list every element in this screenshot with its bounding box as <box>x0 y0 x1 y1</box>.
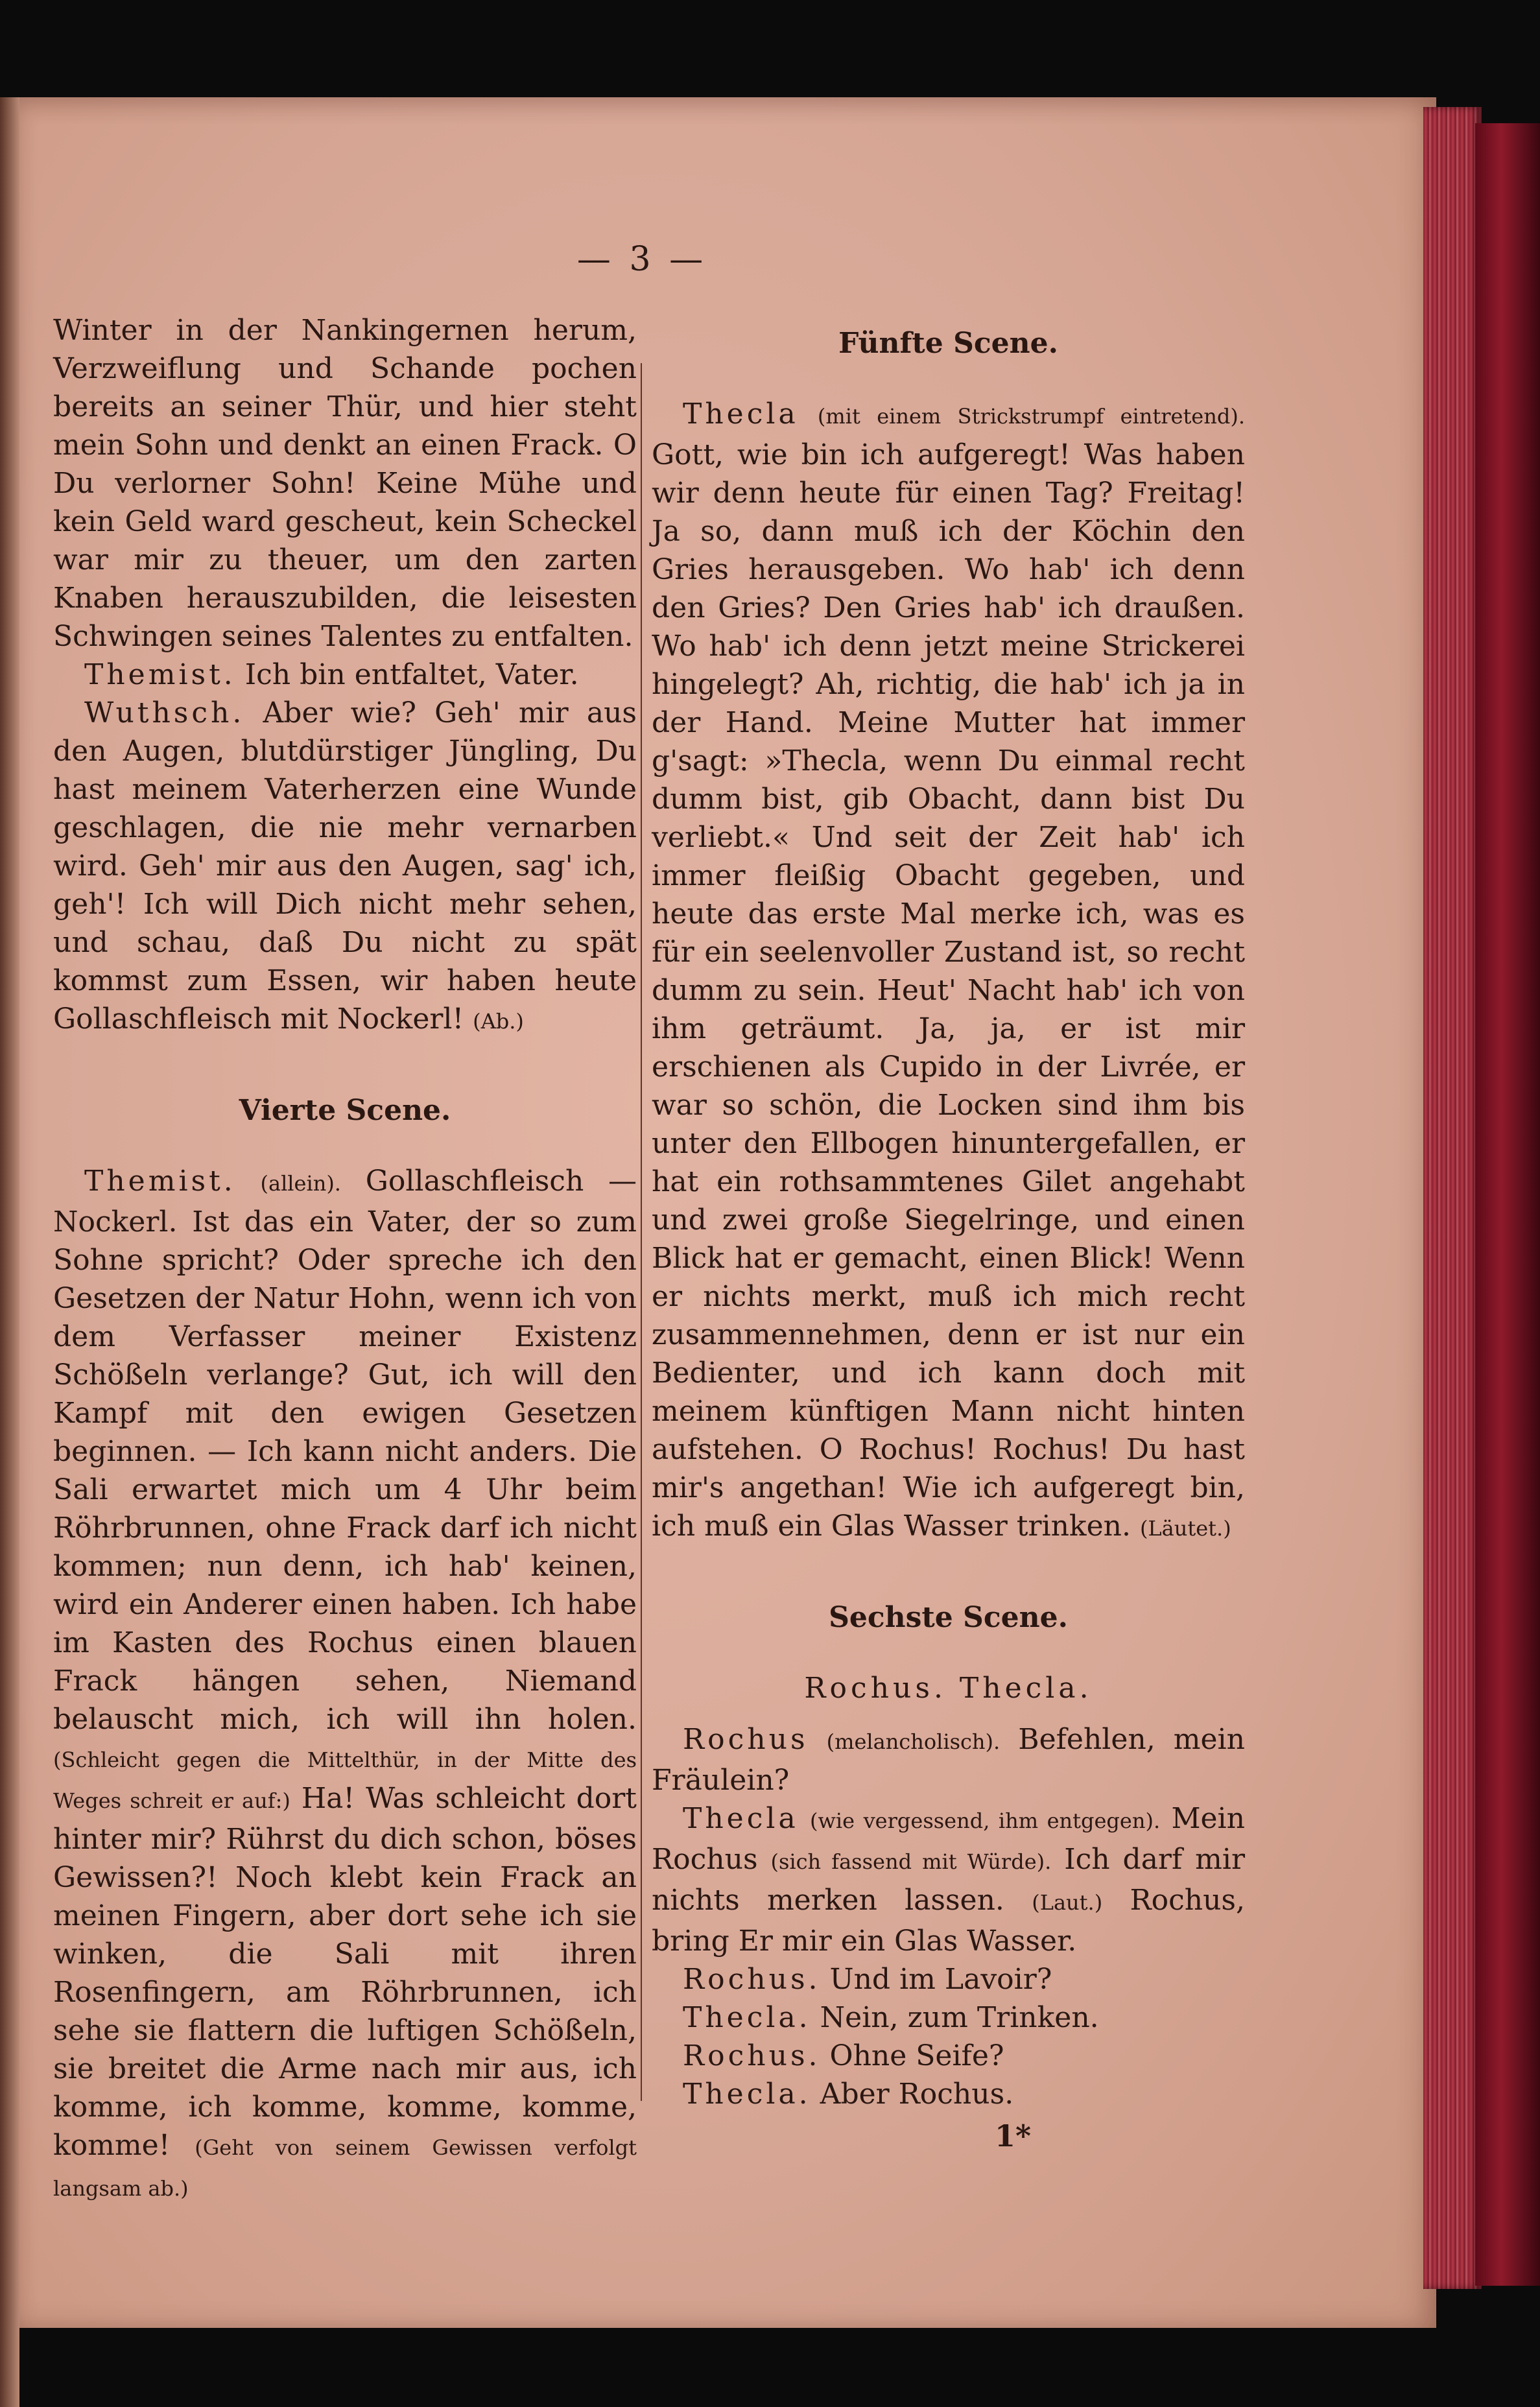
stage-direction: (Schleicht gegen die Mittelthür, in der Mitte des Weges schreit er auf:) <box>53 1748 637 1813</box>
scene-cast: Rochus. Thecla. <box>804 1672 1093 1705</box>
dialogue-text: Nein, zum Trinken. <box>820 2001 1099 2034</box>
stage-direction: (wie vergessend, ihm entgegen). <box>810 1808 1161 1833</box>
speaker-name: Rochus <box>683 1723 809 1756</box>
speaker-name: Themist. <box>84 1165 236 1198</box>
speaker-name: Wuthsch. <box>84 696 245 729</box>
signature-mark: 1* <box>994 2118 1031 2153</box>
dialogue-text: Mein Rochus <box>652 1802 1245 1876</box>
dialogue-text: Aber Rochus. <box>820 2078 1014 2111</box>
scene-heading: Vierte Scene. <box>239 1094 451 1127</box>
paragraph <box>53 656 637 694</box>
scene-heading: Fünfte Scene. <box>838 327 1058 360</box>
dialogue-text: Und im Lavoir? <box>829 1963 1052 1996</box>
book-cover-edge <box>1475 123 1540 2286</box>
right-column <box>652 311 1245 2155</box>
speaker-name: Rochus. <box>683 1963 821 1996</box>
dialogue-text: Rochus, bring Er mir ein Glas Wasser. <box>652 1884 1245 1958</box>
paragraph <box>652 395 1245 1548</box>
stage-direction: (Läutet.) <box>1139 1516 1231 1541</box>
scene-heading: Sechste Scene. <box>829 1601 1068 1634</box>
dialogue-text: Befehlen, mein Fräulein? <box>652 1723 1245 1797</box>
stage-direction: (sich fassend mit Würde). <box>770 1849 1052 1874</box>
speaker-name: Thecla <box>683 1802 799 1835</box>
stage-direction: (Laut.) <box>1032 1890 1103 1915</box>
column-divider <box>641 363 642 2101</box>
stage-direction: (Ab.) <box>473 1009 524 1034</box>
stage-direction: (Geht von seinem Gewissen verfolgt langsam ab.) <box>53 2135 637 2201</box>
book-left-edge <box>0 97 19 2407</box>
dialogue-lines <box>652 1960 1245 2113</box>
page-edges <box>1423 107 1482 2289</box>
dialogue-text: Ich darf mir nichts merken lassen. <box>652 1843 1245 1917</box>
left-column <box>53 311 637 2208</box>
dialogue-line <box>652 1960 1245 1998</box>
paragraph: Winter in der Nankingernen herum, Verzweiflung und Schande pochen bereits an seiner Thür, und hier steht mein Sohn und denkt an einen Frack. O Du verlorner Sohn! Keine Mühe und kein Geld ward gescheut, kein Scheckel war mir zu theuer, um den zarten Knaben herauszubilden, die leisesten Schwingen seines Talentes zu entfalten. <box>53 314 637 653</box>
dialogue-text: Gollaschfleisch — Nockerl. Ist das ein Vater, der so zum Sohne spricht? Oder spreche ich den Gesetzen der Natur Hohn, wenn ich von dem Verfasser meiner Existenz Schößeln verlange? Gut, ich will den Kampf mit den ewigen Gesetzen beginnen. — Ich kann nicht anders. Die Sali erwartet mich um 4 Uhr beim Röhrbrunnen, ohne Frack darf ich nicht kommen; nun denn, ich hab' keinen, wird ein Anderer einen haben. Ich habe im Kasten des Rochus einen blauen Frack hängen sehen, Niemand belauscht mich, ich will ihn holen. <box>53 1165 637 1736</box>
speaker-name: Thecla <box>683 397 799 431</box>
stage-direction: (allein). <box>260 1171 341 1196</box>
dialogue-text: Ohne Seife? <box>829 2039 1004 2072</box>
paragraph <box>53 1162 637 2208</box>
speaker-name: Rochus. <box>683 2039 821 2072</box>
dialogue-line <box>652 1998 1245 2037</box>
dialogue-line <box>652 2075 1245 2113</box>
stage-direction: (melancholisch). <box>826 1729 1001 1754</box>
speaker-name: Themist. <box>84 658 236 691</box>
speaker-name: Thecla. <box>683 2001 811 2034</box>
page-number: — 3 — <box>576 240 707 279</box>
dialogue-text: Ha! Was schleicht dort hinter mir? Rührst du dich schon, böses Gewissen?! Noch klebt kein Frack an meinen Fingern, aber dort sehe ich sie winken, die Sali mit ihren Rosenfingern, am Röhrbrunnen, ich sehe sie flattern die luftigen Schößeln, sie breitet die Arme nach mir aus, ich komme, ich komme, komme, komme, komme! <box>53 1782 637 2162</box>
paragraph <box>53 694 637 1041</box>
dialogue-text: Aber wie? Geh' mir aus den Augen, blutdürstiger Jüngling, Du hast meinem Vaterherzen eine Wunde geschlagen, die nie mehr vernarben wird. Geh' mir aus den Augen, sag' ich, geh'! Ich will Dich nicht mehr sehen, und schau, daß Du nicht zu spät kommst zum Essen, wir haben heute Gollaschfleisch mit Nockerl! <box>53 696 637 1036</box>
dialogue-text: Ich bin entfaltet, Vater. <box>244 658 579 691</box>
dialogue-text: Gott, wie bin ich aufgeregt! Was haben wir denn heute für einen Tag? Freitag! Ja so, dann muß ich der Köchin den Gries herausgeben. Wo hab' ich denn den Gries? Den Gries hab' ich draußen. Wo hab' ich denn jetzt meine Strickerei hingelegt? Ah, richtig, die hab' ich ja in der Hand. Meine Mutter hat immer g'sagt: »Thecla, wenn Du einmal recht dumm bist, gib Obacht, dann bist Du verliebt.« Und seit der Zeit hab' ich immer fleißig Obacht gegeben, und heute das erste Mal merke ich, was es für ein seelenvoller Zustand ist, so recht dumm zu sein. Heut' Nacht hab' ich von ihm geträumt. Ja, ja, er ist mir erschienen als Cupido in der Livrée, er war so schön, die Locken sind ihm bis unter den Ellbogen hinuntergefallen, er hat ein rothsammtenes Gilet angehabt und zwei große Siegelringe, und einen Blick hat er gemacht, einen Blick! Wenn er nichts merkt, muß ich mich recht zusammennehmen, denn er ist nur ein Bedienter, und ich kann doch mit meinem künftigen Mann nicht hinten aufstehen. O Rochus! Rochus! Du hast mir's angethan! Wie ich aufgeregt bin, ich muß ein Glas Wasser trinken. <box>652 438 1245 1543</box>
stage-direction: (mit einem Strickstrumpf eintretend). <box>817 404 1245 429</box>
speaker-name: Thecla. <box>683 2078 811 2111</box>
paragraph <box>652 1720 1245 1799</box>
paragraph <box>652 1799 1245 1960</box>
dialogue-line <box>652 2037 1245 2075</box>
